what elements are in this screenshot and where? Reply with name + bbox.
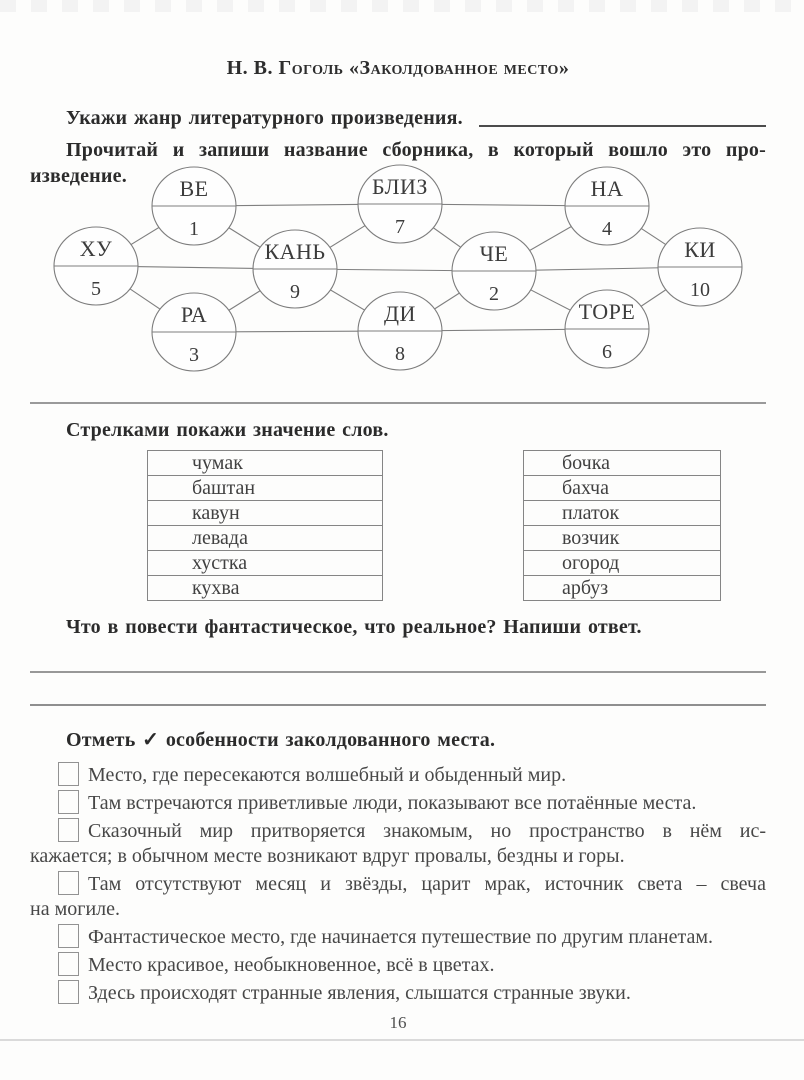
svg-text:БЛИЗ: БЛИЗ	[372, 174, 428, 199]
syllable-circle	[565, 290, 649, 368]
svg-text:9: 9	[290, 281, 300, 303]
word-cell: хустка	[148, 551, 383, 576]
svg-text:1: 1	[189, 218, 199, 240]
checklist-item-text: Там отсутствуют месяц и звёзды, царит мрак, источник света – свеча	[88, 873, 766, 895]
syllable-circle	[152, 167, 236, 245]
svg-text:10: 10	[690, 279, 710, 301]
syllable-circle	[358, 165, 442, 243]
checklist-item	[30, 871, 766, 922]
page-number: 16	[389, 1013, 407, 1032]
feature-checkbox[interactable]	[58, 790, 79, 814]
svg-text:7: 7	[395, 216, 405, 238]
checklist-item	[30, 790, 766, 816]
page-title: Н. В. Гоголь «Заколдованное место»	[226, 57, 570, 79]
checklist-item	[30, 980, 766, 1006]
svg-text:3: 3	[189, 344, 199, 366]
word-cell: платок	[524, 501, 721, 526]
checklist-item-text: Место, где пересекаются волшебный и обыденный мир.	[88, 764, 567, 786]
ukrainian-words-table	[147, 450, 383, 601]
word-cell: огород	[524, 551, 721, 576]
syllable-circle	[54, 227, 138, 305]
page-bottom-edge	[0, 1039, 804, 1041]
feature-checkbox[interactable]	[58, 980, 79, 1004]
word-cell: бочка	[524, 451, 721, 476]
svg-text:КАНЬ: КАНЬ	[264, 239, 326, 264]
syllable-diagram	[22, 163, 744, 377]
svg-text:8: 8	[395, 343, 405, 365]
word-cell: арбуз	[524, 576, 721, 601]
word-cell: чумак	[148, 451, 383, 476]
word-cell: баштан	[148, 476, 383, 501]
svg-text:4: 4	[602, 218, 612, 240]
svg-text:5: 5	[91, 278, 101, 300]
meanings-table	[523, 450, 721, 601]
svg-text:ЧЕ: ЧЕ	[479, 241, 509, 266]
feature-checkbox[interactable]	[58, 871, 79, 895]
svg-text:2: 2	[489, 283, 499, 305]
task-collection-line2: изведение.	[30, 165, 127, 187]
checklist-item	[30, 818, 766, 869]
word-match-area	[30, 450, 766, 601]
checklist-item-text: на могиле.	[30, 898, 120, 920]
syllable-circle	[452, 232, 536, 310]
writing-line-1[interactable]	[30, 671, 766, 673]
word-cell: возчик	[524, 526, 721, 551]
checklist-item-text: Фантастическое место, где начинается путешествие по другим планетам.	[88, 926, 713, 948]
task-fantastic-label: Что в повести фантастическое, что реальное? Напиши ответ.	[66, 616, 642, 638]
word-cell: левада	[148, 526, 383, 551]
feature-checkbox[interactable]	[58, 818, 79, 842]
word-cell: бахча	[524, 476, 721, 501]
task-genre-label: Укажи жанр литературного произведения.	[66, 107, 463, 129]
syllable-circle	[565, 167, 649, 245]
syllable-circle	[152, 293, 236, 371]
svg-text:ДИ: ДИ	[384, 301, 416, 326]
feature-checkbox[interactable]	[58, 952, 79, 976]
svg-text:РА: РА	[180, 302, 208, 327]
svg-text:ТОРЕ: ТОРЕ	[578, 299, 636, 324]
checklist-item-text: кажается; в обычном месте возникают вдруг провалы, бездны и горы.	[30, 845, 625, 867]
svg-text:КИ: КИ	[684, 237, 716, 262]
writing-line-2[interactable]	[30, 704, 766, 706]
syllable-circle	[253, 230, 337, 308]
syllable-circle	[658, 228, 742, 306]
feature-checkbox[interactable]	[58, 762, 79, 786]
checklist-item	[30, 952, 766, 978]
checklist-item-text: Здесь происходят странные явления, слышатся странные звуки.	[88, 982, 631, 1004]
word-cell: кавун	[148, 501, 383, 526]
svg-text:НА: НА	[590, 176, 624, 201]
feature-checkbox[interactable]	[58, 924, 79, 948]
task-genre	[30, 105, 766, 131]
svg-text:ВЕ: ВЕ	[179, 176, 209, 201]
task-collection-line1: Прочитай и запиши название сборника, в который вошло это про-	[66, 139, 766, 161]
checklist-item-text: Место красивое, необыкновенное, всё в цветах.	[88, 954, 495, 976]
checklist-item	[30, 924, 766, 950]
svg-text:6: 6	[602, 341, 612, 363]
features-checklist	[30, 762, 766, 1006]
genre-answer-line[interactable]	[479, 125, 766, 127]
syllable-circle	[358, 292, 442, 370]
task-meanings-label: Стрелками покажи значение слов.	[66, 419, 389, 441]
checklist-item-text: Сказочный мир притворяется знакомым, но пространство в нём ис-	[88, 820, 766, 842]
task-features-label: Отметь ✓ особенности заколдованного места.	[66, 729, 496, 751]
checklist-item	[30, 762, 766, 788]
section-divider	[30, 402, 766, 404]
svg-text:ХУ: ХУ	[79, 236, 113, 261]
checklist-item-text: Там встречаются приветливые люди, показывают все потаённые места.	[88, 792, 697, 814]
word-cell: кухва	[148, 576, 383, 601]
